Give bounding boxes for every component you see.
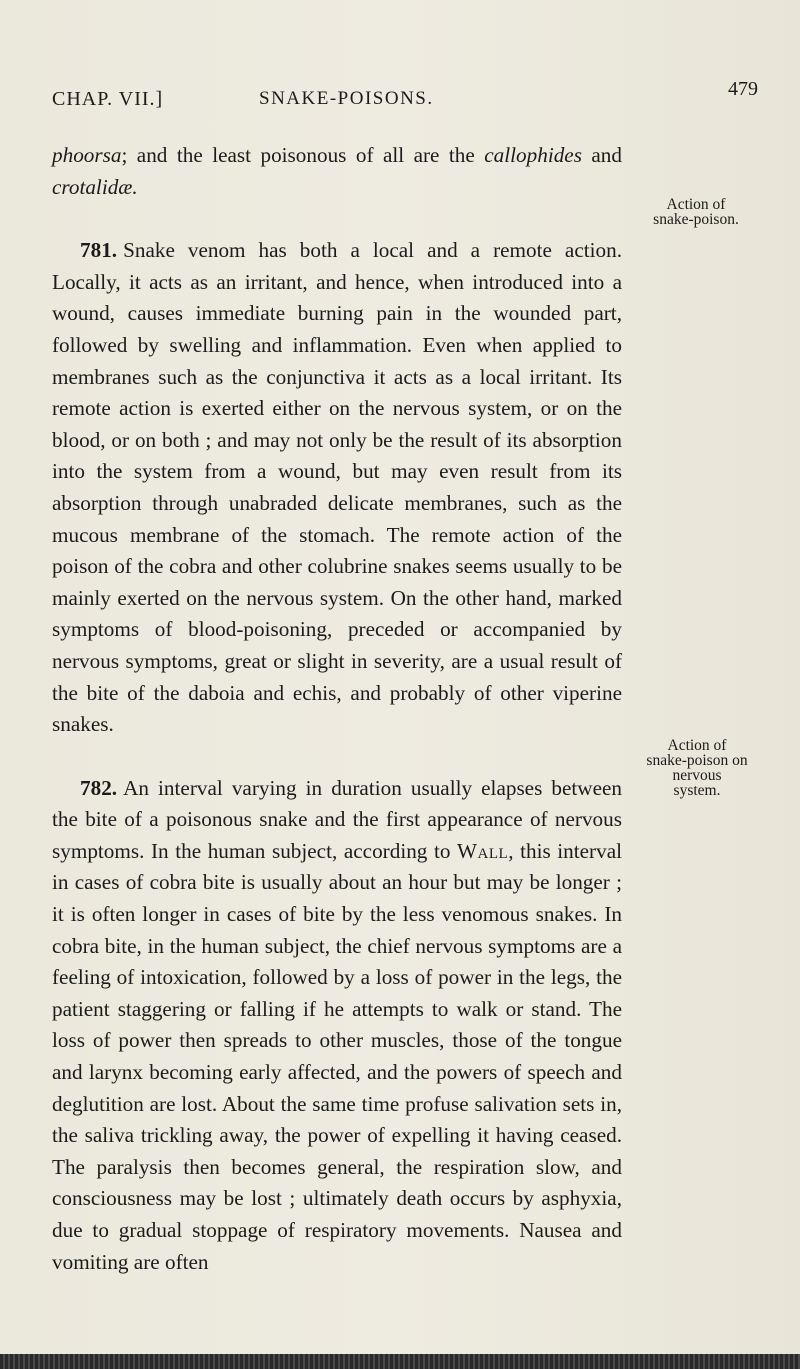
intro-italic-1: phoorsa [52,143,122,167]
intro-paragraph [52,140,622,203]
scan-edge-band [0,1354,800,1369]
body-text [52,140,622,1278]
paragraph-781 [52,235,622,741]
running-title: SNAKE-POISONS. [259,88,434,109]
paragraph-782-text-b: , this interval in cases of cobra bite is usually about an hour but may be longer ; it is often longer in cases of bite by the less venomous snakes. In cobra bite, in the human subject, the chief nervous symptoms are a feeling of intoxication, followed by a loss of power in the legs, the patient staggering or falling if he attempts to walk or stand. The loss of power then spreads to other muscles, those of the tongue and larynx becoming early affected, and the powers of speech and deglutition are lost. About the same time profuse salivation sets in, the saliva trickling away, the power of expelling it having ceased. The paralysis then becomes general, the respiration slow, and consciousness may be lost ; ultimately death occurs by asphyxia, due to gradual stoppage of respiratory movements. Nausea and vomiting are often [52,838,622,1274]
chapter-label: CHAP. VII.] [52,88,164,110]
intro-text-1: ; and the least poisonous of all are the [121,143,485,167]
margin-note-action-of-snake-poison [632,197,760,227]
paragraph-782-text-a: An interval varying in duration usually elapses between the bite of a poisonous snake and the first appearance of nervous symptoms. In the human subject, according to [52,775,622,863]
margin-note-2-line-2: snake-poison on [646,752,748,769]
paragraph-782 [52,773,622,1279]
page-number: 479 [728,78,758,100]
margin-note-2-line-1: Action of [667,737,727,754]
author-name: Wall [457,838,509,863]
paragraph-number-782: 782. [80,775,118,800]
paragraph-781-text: Snake venom has both a local and a remote action. Locally, it acts as an irritant, and hence, when introduced into a wound, causes immediate burning pain in the wounded part, followed by swelling and inflammation. Even when applied to membranes such as the conjunctiva it acts as a local irritant. Its remote action is exerted either on the nervous system, or on the blood, or on both ; and may not only be the result of its absorption into the system from a wound, but may even result from its absorption through unabraded delicate membranes, such as the mucous membrane of the stomach. The remote action of the poison of the cobra and other colubrine snakes seems usually to be mainly exerted on the nervous system. On the other hand, marked symptoms of blood-poisoning, preceded or accompanied by nervous symptoms, great or slight in severity, are a usual result of the bite of the daboia and echis, and probably of other viperine snakes. [52,238,622,737]
intro-italic-2: callophides [484,143,582,167]
margin-note-1-line-1: Action of [666,196,726,213]
margin-note-action-on-nervous-system [632,738,762,798]
margin-note-2-line-4: system. [673,782,721,799]
running-head [52,78,758,118]
intro-text-2: and [581,143,622,167]
margin-note-2-line-3: nervous [672,767,722,784]
margin-note-1-line-2: snake-poison. [653,211,739,228]
paragraph-number-781: 781. [80,238,118,263]
intro-italic-3: crotalidæ. [52,174,138,199]
